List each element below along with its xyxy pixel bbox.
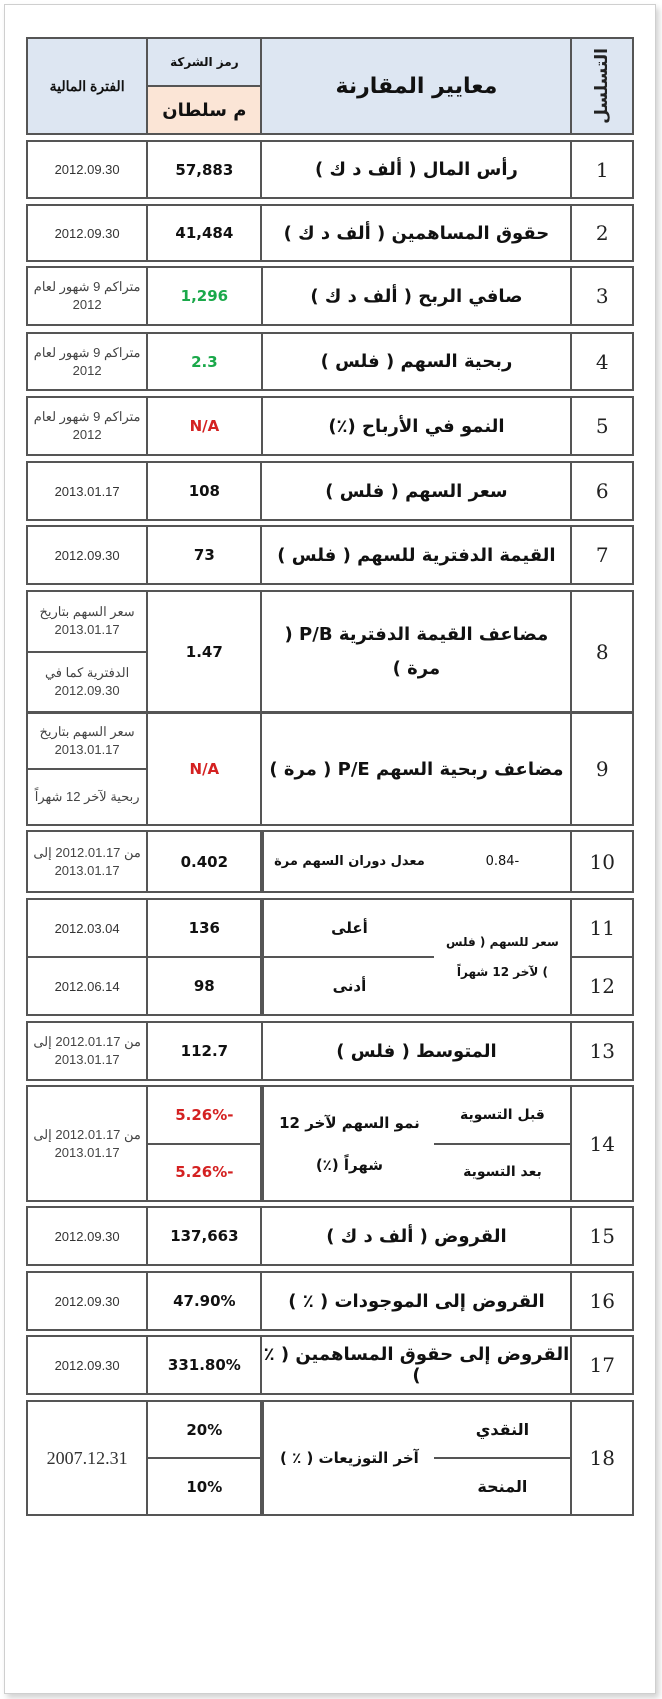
row-criteria: مضاعف القيمة الدفترية P/B ( مرة ) [260, 592, 570, 711]
row-number: 2 [570, 206, 632, 260]
row-period: من 2012.01.17 إلى 2013.01.17 [33, 844, 141, 878]
row-criteria: المتوسط ( فلس ) [261, 1023, 571, 1079]
row-value: N/A [146, 714, 260, 824]
company-code: م سلطان [148, 85, 260, 133]
bonus-dividend-value: 10% [148, 1457, 260, 1514]
row-period: 2012.09.30 [54, 1228, 120, 1244]
growth-label: نمو السهم لآخر 12 شهراً (٪) [262, 1087, 434, 1200]
row-number: 17 [570, 1337, 632, 1393]
bonus-dividend-label: المنحة [434, 1457, 570, 1514]
row-criteria [260, 900, 570, 1014]
table-row [26, 266, 634, 326]
low-date: 2012.06.14 [28, 956, 146, 1014]
row-criteria: النمو في الأرباح (٪) [261, 398, 571, 454]
table-row [26, 1400, 634, 1516]
row-value: 1.47 [146, 592, 260, 711]
row-number: 12 [572, 956, 632, 1014]
header-period: الفترة المالية [28, 39, 146, 133]
row-period: متراكم 9 شهور لعام 2012 [33, 344, 141, 378]
row-period: 2012.09.30 [54, 225, 120, 241]
dividend-type-labels [434, 1402, 570, 1514]
row-number: 18 [570, 1402, 632, 1514]
table-row [26, 204, 634, 262]
price-group-label: سعر للسهم ( فلس ) لآخر 12 شهراً [446, 935, 559, 979]
row-criteria [260, 832, 570, 891]
row-period: 2012.09.30 [54, 1293, 120, 1309]
row-number: 6 [570, 463, 632, 519]
row-value: 41,484 [146, 206, 260, 260]
low-value: 98 [148, 956, 260, 1014]
table-row [26, 1021, 634, 1081]
table-row [26, 1335, 634, 1395]
dividends-label: آخر التوزيعات ( ٪ ) [262, 1402, 434, 1514]
after-adjust-value: -5.26% [148, 1143, 260, 1201]
row-value: N/A [146, 398, 260, 454]
high-low-labels [262, 900, 434, 1014]
row-number: 5 [570, 398, 632, 454]
table-row [26, 590, 634, 713]
header-row [26, 37, 634, 135]
row-numbers [570, 900, 632, 1014]
row-value: 0.402 [146, 832, 260, 891]
period-price-date: سعر السهم بتاريخ 2013.01.17 [39, 604, 135, 638]
row-number: 15 [570, 1208, 632, 1264]
cash-dividend-value: 20% [186, 1420, 223, 1439]
row-number: 10 [570, 832, 632, 891]
header-seq: التسلسل [570, 39, 632, 133]
row-period [28, 714, 146, 824]
header-criteria: معايير المقارنة [260, 39, 570, 133]
row-criteria: صافي الربح ( ألف د ك ) [261, 268, 571, 324]
table-row [26, 1271, 634, 1331]
row-number: 4 [570, 334, 632, 389]
table-row [26, 712, 634, 826]
table-row [26, 1085, 634, 1202]
row-criteria: حقوق المساهمين ( ألف د ك ) [260, 206, 570, 260]
row-period: 2007.12.31 [46, 1447, 128, 1468]
low-label: أدنى [264, 956, 434, 1014]
row-value: 73 [146, 527, 260, 583]
cash-dividend-label: النقدي [475, 1420, 530, 1439]
table-row [26, 830, 634, 893]
price-range-block [26, 898, 634, 1016]
row-number: 11 [589, 916, 615, 940]
after-adjust-label: بعد التسوية [434, 1143, 570, 1201]
row-period: من 2012.01.17 إلى 2013.01.17 [33, 1126, 141, 1160]
row-period: 2012.09.30 [54, 547, 120, 563]
row-value: 112.7 [146, 1023, 260, 1079]
row-criteria: رأس المال ( ألف د ك ) [260, 142, 570, 197]
table-row [26, 1206, 634, 1266]
row-values [146, 900, 260, 1014]
row-number: 8 [570, 592, 632, 711]
table-row [26, 525, 634, 585]
row-criteria: القيمة الدفترية للسهم ( فلس ) [260, 527, 570, 583]
row-criteria: القروض ( ألف د ك ) [260, 1208, 570, 1264]
row-number: 13 [570, 1023, 632, 1079]
row-value: 331.80% [146, 1337, 260, 1393]
turnover-label: معدل دوران السهم مرة [262, 832, 434, 891]
header-company [146, 39, 260, 133]
row-value: 57,883 [146, 142, 260, 197]
row-criteria [260, 1402, 570, 1514]
row-number: 14 [570, 1087, 632, 1200]
row-criteria: ربحية السهم ( فلس ) [261, 334, 571, 389]
high-date: 2012.03.04 [54, 920, 120, 936]
table-row [26, 396, 634, 456]
row-value: 137,663 [146, 1208, 260, 1264]
row-criteria: سعر السهم ( فلس ) [260, 463, 570, 519]
row-criteria [260, 1087, 570, 1200]
turnover-sub: 0.84- [485, 854, 520, 869]
row-value: 1,296 [146, 268, 260, 324]
row-values [146, 1087, 260, 1200]
high-value: 136 [188, 919, 220, 937]
row-value: 108 [146, 463, 260, 519]
row-number: 16 [570, 1273, 632, 1329]
row-period: من 2012.01.17 إلى 2013.01.17 [33, 1034, 141, 1067]
row-number: 7 [570, 527, 632, 583]
row-criteria: مضاعف ربحية السهم P/E ( مرة ) [260, 714, 570, 824]
row-number: 9 [570, 714, 632, 824]
row-period: متراكم 9 شهور لعام 2012 [33, 409, 141, 442]
row-period: 2013.01.17 [54, 483, 120, 499]
before-adjust-value: -5.26% [175, 1105, 234, 1124]
row-period: 2012.09.30 [54, 1357, 120, 1373]
table-row [26, 461, 634, 521]
table-row [26, 332, 634, 391]
row-periods [28, 900, 146, 1014]
high-label: أعلى [331, 919, 368, 937]
before-adjust-label: قبل التسوية [460, 1106, 545, 1123]
row-criteria: القروض إلى الموجودات ( ٪ ) [260, 1273, 570, 1329]
row-value: 2.3 [146, 334, 260, 389]
row-criteria: القروض إلى حقوق المساهمين ( ٪ ) [260, 1337, 570, 1393]
company-code-label: رمز الشركة [170, 55, 239, 69]
row-number: 1 [570, 142, 632, 197]
table-row [26, 140, 634, 199]
row-period [28, 592, 146, 711]
row-values [146, 1402, 260, 1514]
row-value: 47.90% [146, 1273, 260, 1329]
period-book-date: الدفترية كما في 2012.09.30 [28, 651, 146, 712]
row-period: متراكم 9 شهور لعام 2012 [33, 279, 141, 312]
adjustment-labels [434, 1087, 570, 1200]
row-number: 3 [570, 268, 632, 324]
row-period: 2012.09.30 [54, 162, 120, 177]
period-price-date: سعر السهم بتاريخ 2013.01.17 [39, 724, 135, 757]
period-eps-range: ربحية لآخر 12 شهراً [28, 768, 146, 824]
